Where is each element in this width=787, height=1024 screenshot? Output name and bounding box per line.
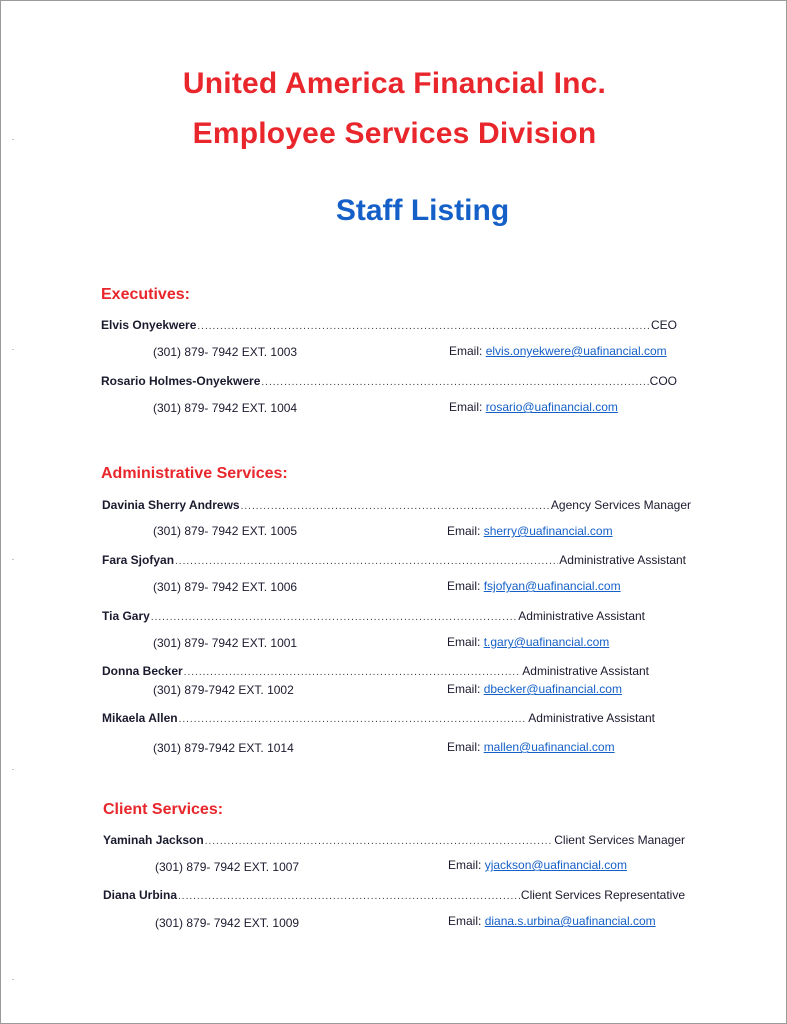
staff-role: Administrative Assistant	[559, 553, 686, 567]
page-title: Staff Listing	[335, 194, 510, 227]
staff-name: Elvis Onyekwere	[101, 318, 197, 332]
dot-leader	[179, 714, 528, 725]
section-heading-client-services: Client Services:	[103, 801, 224, 818]
staff-name: Rosario Holmes-Onyekwere	[101, 374, 261, 388]
email-link[interactable]: diana.s.urbina@uafinancial.com	[484, 914, 656, 928]
email-label: Email:	[447, 682, 481, 696]
section-heading-administrative-services: Administrative Services:	[101, 465, 288, 482]
email-link[interactable]: yjackson@uafinancial.com	[484, 858, 627, 872]
email-link[interactable]: mallen@uafinancial.com	[483, 740, 615, 754]
email-label: Email:	[447, 524, 481, 538]
staff-entry	[102, 711, 655, 725]
staff-entry	[102, 609, 645, 623]
staff-email	[449, 400, 618, 414]
staff-email	[448, 914, 656, 928]
dot-leader	[261, 377, 648, 388]
staff-role: Client Services Representative	[520, 888, 685, 902]
division-title: Employee Services Division	[192, 117, 597, 150]
staff-phone: (301) 879- 7942 EXT. 1005	[153, 524, 298, 538]
scan-speck	[12, 139, 14, 140]
dot-leader	[205, 836, 554, 847]
staff-phone: (301) 879- 7942 EXT. 1006	[153, 580, 298, 594]
staff-role: CEO	[650, 318, 677, 332]
dot-leader	[178, 891, 520, 902]
staff-role: Administrative Assistant	[522, 664, 649, 678]
email-link[interactable]: elvis.onyekwere@uafinancial.com	[485, 344, 667, 358]
staff-role: Agency Services Manager	[550, 498, 691, 512]
email-label: Email:	[448, 914, 482, 928]
staff-entry	[102, 553, 686, 567]
email-link[interactable]: dbecker@uafinancial.com	[483, 682, 622, 696]
email-label: Email:	[447, 579, 481, 593]
email-link[interactable]: rosario@uafinancial.com	[485, 400, 618, 414]
staff-role: COO	[649, 374, 677, 388]
scan-speck	[12, 559, 14, 560]
dot-leader	[151, 612, 517, 623]
email-label: Email:	[449, 400, 483, 414]
staff-phone: (301) 879- 7942 EXT. 1001	[153, 636, 298, 650]
staff-entry	[102, 498, 691, 512]
dot-leader	[184, 667, 522, 678]
email-link[interactable]: t.gary@uafinancial.com	[483, 635, 610, 649]
staff-name: Fara Sjofyan	[102, 553, 175, 567]
staff-entry	[101, 318, 677, 332]
scan-speck	[12, 349, 14, 350]
company-title: United America Financial Inc.	[182, 67, 607, 100]
staff-name: Yaminah Jackson	[103, 833, 204, 847]
staff-name: Tia Gary	[102, 609, 150, 623]
staff-name: Mikaela Allen	[102, 711, 178, 725]
email-label: Email:	[449, 344, 483, 358]
staff-email	[447, 740, 615, 754]
staff-email	[449, 344, 667, 358]
staff-entry	[101, 374, 677, 388]
staff-phone: (301) 879- 7942 EXT. 1009	[155, 916, 300, 930]
staff-role: Administrative Assistant	[528, 711, 655, 725]
staff-entry	[102, 664, 649, 678]
scan-speck	[12, 769, 14, 770]
section-heading-executives: Executives:	[101, 286, 190, 303]
staff-email	[448, 858, 627, 872]
staff-phone: (301) 879-7942 EXT. 1014	[153, 741, 294, 755]
staff-name: Davinia Sherry Andrews	[102, 498, 240, 512]
staff-role: Client Services Manager	[554, 833, 685, 847]
email-label: Email:	[447, 740, 481, 754]
staff-email	[447, 635, 609, 649]
staff-phone: (301) 879-7942 EXT. 1002	[153, 683, 294, 697]
staff-name: Diana Urbina	[103, 888, 178, 902]
dot-leader	[175, 556, 558, 567]
staff-name: Donna Becker	[102, 664, 183, 678]
email-link[interactable]: fsjofyan@uafinancial.com	[483, 579, 621, 593]
staff-phone: (301) 879- 7942 EXT. 1007	[155, 860, 300, 874]
staff-email	[447, 524, 613, 538]
email-link[interactable]: sherry@uafinancial.com	[483, 524, 613, 538]
email-label: Email:	[448, 858, 482, 872]
staff-phone: (301) 879- 7942 EXT. 1003	[153, 345, 298, 359]
email-label: Email:	[447, 635, 481, 649]
staff-role: Administrative Assistant	[518, 609, 645, 623]
dot-leader	[197, 321, 650, 332]
staff-phone: (301) 879- 7942 EXT. 1004	[153, 401, 298, 415]
staff-email	[447, 579, 621, 593]
staff-entry	[103, 888, 685, 902]
staff-entry	[103, 833, 685, 847]
scan-speck	[12, 979, 14, 980]
dot-leader	[241, 501, 550, 512]
staff-email	[447, 682, 622, 696]
